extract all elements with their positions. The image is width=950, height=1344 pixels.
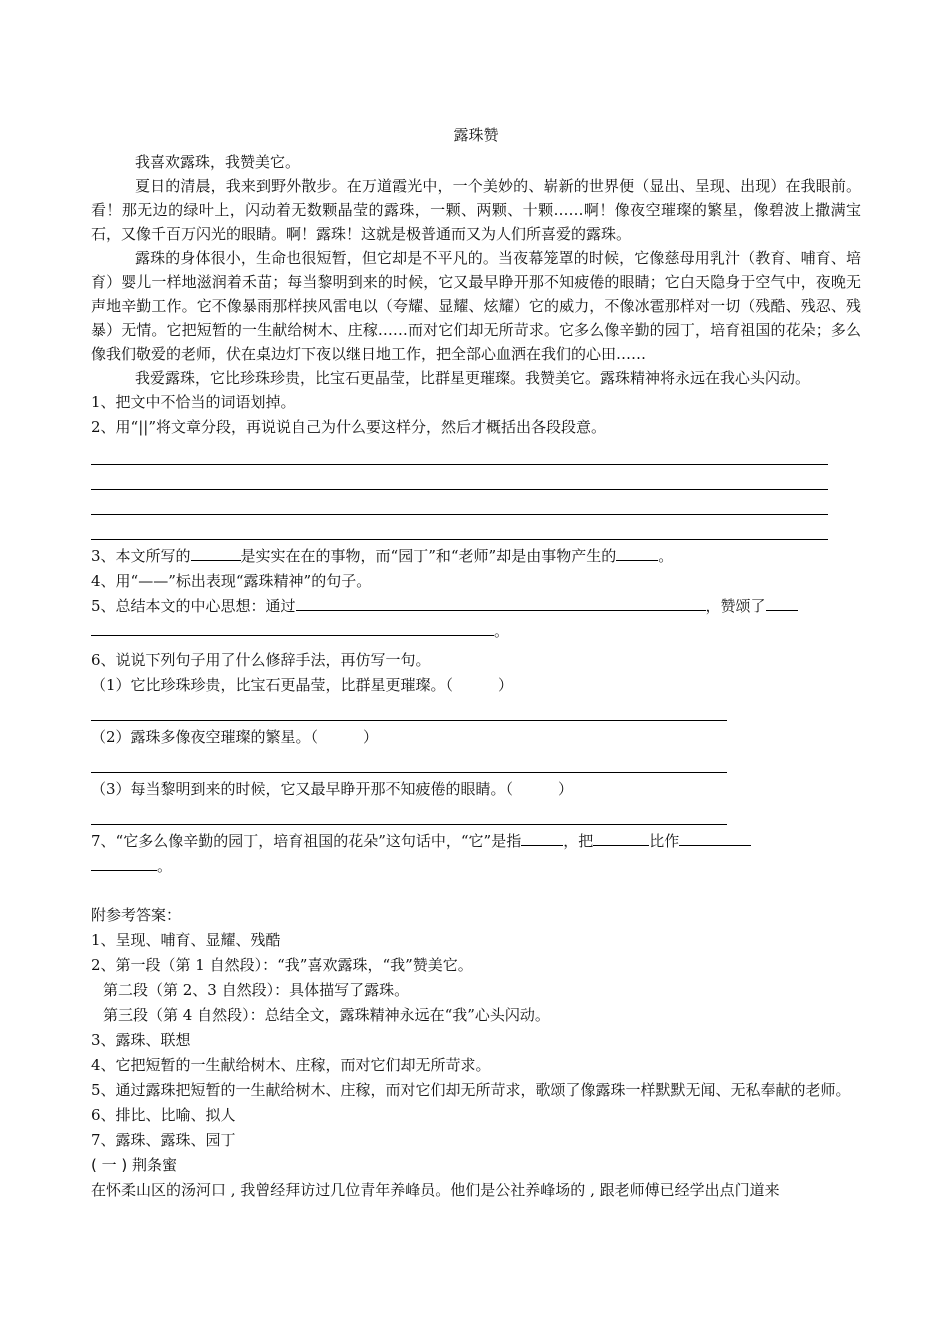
- answer-line[interactable]: [91, 515, 828, 540]
- question-7-part-c: 比作: [649, 832, 680, 850]
- question-2: 2、用“||”将文章分段，再说说自己为什么要这样分，然后才概括出各段段意。: [91, 418, 606, 436]
- blank-field[interactable]: [679, 830, 751, 846]
- answer-2-line-2: 第二段（第 2、3 自然段）：具体描写了露珠。: [103, 981, 410, 999]
- worksheet-page: [91, 124, 861, 1203]
- answer-line[interactable]: [91, 490, 828, 515]
- answer-line[interactable]: [91, 440, 828, 465]
- question-3-part-b: 是实实在在的事物，而“园丁”和“老师”却是由事物产生的: [240, 547, 617, 565]
- answer-lines-q2[interactable]: [91, 440, 861, 540]
- answer-line[interactable]: [91, 750, 727, 773]
- blank-field[interactable]: [766, 595, 798, 611]
- answer-line[interactable]: [91, 698, 727, 721]
- paragraph-1: 我喜欢露珠，我赞美它。: [135, 153, 301, 171]
- question-3-part-a: 3、本文所写的: [91, 547, 191, 565]
- question-6-item-1: （1）它比珍珠珍贵，比宝石更晶莹，比群星更璀璨。（ ）: [91, 676, 514, 694]
- passage-title: 露珠赞: [453, 126, 499, 144]
- answer-4: 4、它把短暂的一生献给树木、庄稼，而对它们却无所苛求。: [91, 1056, 491, 1074]
- question-5: [91, 594, 861, 619]
- answer-2-line-3: 第三段（第 4 自然段）：总结全文，露珠精神永远在“我”心头闪动。: [103, 1006, 550, 1024]
- paragraph-2: 夏日的清晨，我来到野外散步。在万道霞光中，一个美妙的、崭新的世界便（显出、呈现、出现）在我眼前。看！那无边的绿叶上，闪动着无数颗晶莹的露珠，一颗、两颗、十颗……啊！像夜空璀璨的繁星，像碧波上撒满宝石，又像千百万闪光的眼睛。啊！露珠！这就是极普通而又为人们所喜爱的露珠。: [91, 177, 861, 243]
- blank-field[interactable]: [91, 855, 157, 871]
- paragraph-3: 露珠的身体很小，生命也很短暂，但它却是不平凡的。当夜幕笼罩的时候，它像慈母用乳汁（教育、哺育、培育）婴儿一样地滋润着禾苗；每当黎明到来的时候，它又最早睁开那不知疲倦的眼睛；它白天隐身于空气中，夜晚无声地辛勤工作。它不像暴雨那样挟风雷电以（夸耀、显耀、炫耀）它的威力，不像冰雹那样对一切（残酷、残忍、残暴）无情。它把短暂的一生献给树木、庄稼……而对它们却无所苛求。它多么像辛勤的园丁，培育祖国的花朵；多么像我们敬爱的老师，伏在桌边灯下夜以继日地工作，把全部心血洒在我们的心田……: [91, 249, 861, 363]
- question-5-part-a: 5、总结本文的中心思想：通过: [91, 597, 296, 615]
- section-spacer: [91, 879, 861, 903]
- blank-field[interactable]: [521, 830, 563, 846]
- question-7-part-a: 7、“它多么像辛勤的园丁，培育祖国的花朵”这句话中，“它”是指: [91, 832, 522, 850]
- question-4: 4、用“——”标出表现“露珠精神”的句子。: [91, 572, 372, 590]
- question-7-part-b: ，把: [563, 832, 594, 850]
- blank-field[interactable]: [296, 595, 706, 611]
- next-section-text: 在怀柔山区的汤河口 , 我曾经拜访过几位青年养峰员。他们是公社养峰场的 , 跟老师傅已经学出点门道来: [91, 1181, 780, 1199]
- answer-7: 7、露珠、露珠、园丁: [91, 1131, 236, 1149]
- paragraph-4: 我爱露珠，它比珍珠珍贵，比宝石更晶莹，比群星更璀璨。我赞美它。露珠精神将永远在我心头闪动。: [135, 369, 811, 387]
- question-7-part-d: 。: [157, 857, 173, 875]
- blank-field[interactable]: [91, 620, 494, 636]
- question-7: [91, 829, 861, 854]
- answer-3: 3、露珠、联想: [91, 1031, 191, 1049]
- blank-field[interactable]: [191, 545, 241, 561]
- next-section-heading: ( 一 ) 荆条蜜: [91, 1156, 178, 1174]
- question-1: 1、把文中不恰当的词语划掉。: [91, 393, 296, 411]
- answer-5: 5、通过露珠把短暂的一生献给树木、庄稼，而对它们却无所苛求，歌颂了像露珠一样默默无闻、无私奉献的老师。: [91, 1081, 851, 1099]
- answer-6: 6、排比、比喻、拟人: [91, 1106, 236, 1124]
- question-6: 6、说说下列句子用了什么修辞手法，再仿写一句。: [91, 651, 431, 669]
- question-5-part-c: 。: [494, 622, 510, 640]
- blank-field[interactable]: [593, 830, 649, 846]
- question-6-item-3: （3）每当黎明到来的时候，它又最早睁开那不知疲倦的眼睛。（ ）: [91, 780, 574, 798]
- question-5-continued: [91, 619, 861, 644]
- question-5-part-b: ，赞颂了: [705, 597, 766, 615]
- question-3-part-c: 。: [658, 547, 674, 565]
- blank-field[interactable]: [616, 545, 658, 561]
- answer-line[interactable]: [91, 465, 828, 490]
- answers-heading: 附参考答案：: [91, 906, 182, 924]
- answer-line[interactable]: [91, 802, 727, 825]
- question-3: [91, 544, 861, 569]
- question-6-item-2: （2）露珠多像夜空璀璨的繁星。（ ）: [91, 728, 379, 746]
- question-7-continued: [91, 854, 861, 879]
- answer-1: 1、呈现、哺育、显耀、残酷: [91, 931, 281, 949]
- answer-2-line-1: 2、第一段（第 1 自然段）：“我”喜欢露珠，“我”赞美它。: [91, 956, 473, 974]
